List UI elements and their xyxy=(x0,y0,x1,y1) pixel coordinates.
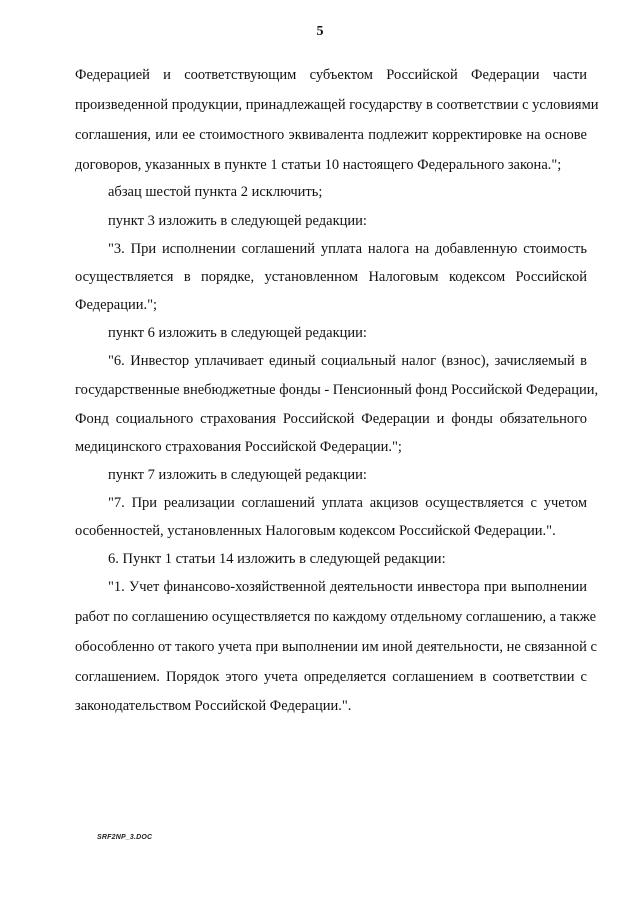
text-line: 6. Пункт 1 статьи 14 изложить в следующей редакции: xyxy=(108,551,446,567)
file-footer: SRF2NP_3.DOC xyxy=(97,834,153,841)
text-line: законодательством Российской Федерации.". xyxy=(75,698,352,714)
text-line: "3. При исполнении соглашений уплата налога на добавленную стоимость xyxy=(108,241,587,257)
text-line: медицинского страхования Российской Федерации."; xyxy=(75,439,402,455)
text-line: пункт 3 изложить в следующей редакции: xyxy=(108,213,367,229)
text-line: "6. Инвестор уплачивает единый социальный налог (взнос), зачисляемый в xyxy=(108,353,587,369)
text-line: государственные внебюджетные фонды - Пенсионный фонд Российской Федерации, xyxy=(75,382,599,398)
text-line: соглашения, или ее стоимостного эквивалента подлежит корректировке на основе xyxy=(75,127,587,143)
text-line: обособленно от такого учета при выполнении им иной деятельности, не связанной с xyxy=(75,639,597,655)
text-line: соглашением. Порядок этого учета определяется соглашением в соответствии с xyxy=(75,669,587,685)
text-line: "7. При реализации соглашений уплата акцизов осуществляется с учетом xyxy=(108,495,587,511)
text-line: Федерацией и соответствующим субъектом Российской Федерации части xyxy=(75,67,587,83)
text-line: "1. Учет финансово-хозяйственной деятельности инвестора при выполнении xyxy=(108,579,587,595)
text-line: работ по соглашению осуществляется по каждому отдельному соглашению, а также xyxy=(75,609,597,625)
text-line: пункт 6 изложить в следующей редакции: xyxy=(108,325,367,341)
text-line: абзац шестой пункта 2 исключить; xyxy=(108,184,323,200)
text-line: особенностей, установленных Налоговым кодексом Российской Федерации.". xyxy=(75,523,556,539)
text-line: осуществляется в порядке, установленном Налоговым кодексом Российской xyxy=(75,269,587,285)
page-number: 5 xyxy=(316,24,324,39)
text-line: Федерации."; xyxy=(75,297,158,313)
text-line: произведенной продукции, принадлежащей государству в соответствии с условиями xyxy=(75,97,599,113)
text-line: пункт 7 изложить в следующей редакции: xyxy=(108,467,367,483)
text-line: договоров, указанных в пункте 1 статьи 10 настоящего Федерального закона."; xyxy=(75,157,562,173)
text-line: Фонд социального страхования Российской Федерации и фонды обязательного xyxy=(75,411,587,427)
